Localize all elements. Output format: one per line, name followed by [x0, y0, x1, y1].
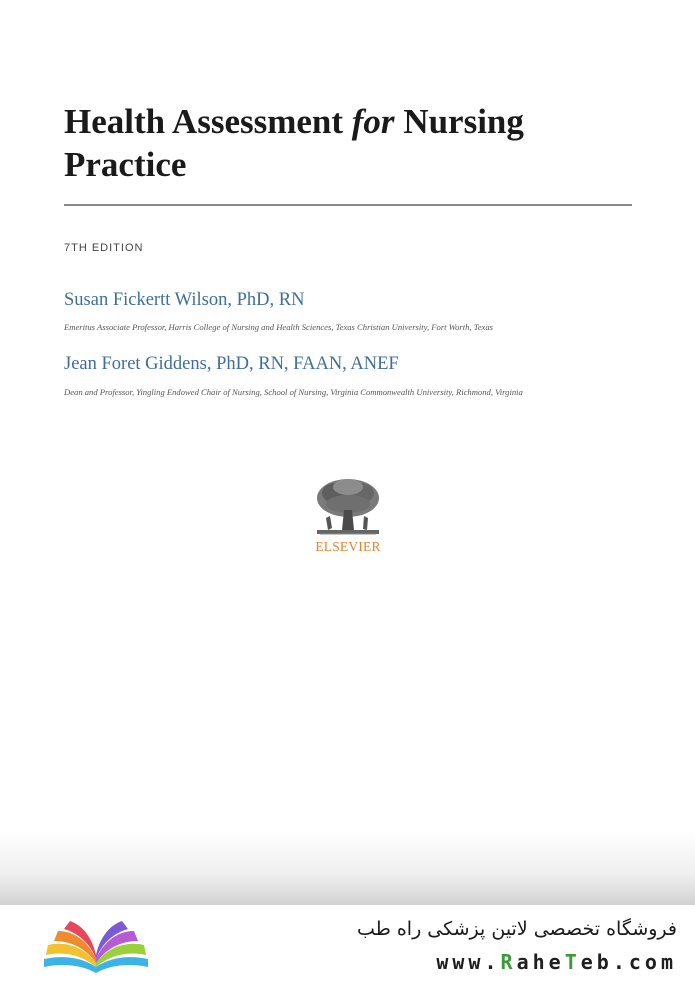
author-name-2: Jean Foret Giddens, PhD, RN, FAAN, ANEF: [64, 354, 399, 374]
store-name: فروشگاه تخصصی لاتین پزشکی راه طب: [357, 918, 677, 940]
open-book-logo-icon: [38, 917, 154, 975]
title-part2: Nursing: [403, 102, 524, 141]
elsevier-tree-icon: [314, 476, 382, 538]
author-affiliation-2: Dean and Professor, Yingling Endowed Chair of Nursing, School of Nursing, Virginia Commonwealth University, Richmond, Virginia: [64, 387, 523, 397]
url-letter-r: R: [500, 950, 517, 974]
store-url[interactable]: [436, 950, 677, 974]
title-connector: for: [351, 102, 395, 141]
edition-label: 7TH EDITION: [64, 242, 144, 254]
publisher-name: ELSEVIER: [315, 539, 381, 554]
url-letter-t: T: [564, 950, 581, 974]
url-ahe: ahe: [516, 950, 565, 974]
title-divider: [64, 204, 632, 206]
page-bottom-shadow: [0, 830, 695, 905]
url-suffix: .com: [612, 950, 677, 974]
store-banner: [0, 905, 695, 982]
publisher-logo: [309, 476, 387, 555]
title-part1: Health Assessment: [64, 102, 344, 141]
url-prefix: www.: [436, 950, 501, 974]
author-name-1: Susan Fickertt Wilson, PhD, RN: [64, 290, 305, 310]
author-affiliation-1: Emeritus Associate Professor, Harris College of Nursing and Health Sciences, Texas Christian University, Fort Worth, Texas: [64, 322, 493, 332]
book-title: [64, 100, 644, 186]
title-line2: Practice: [64, 145, 187, 184]
url-eb: eb: [580, 950, 613, 974]
